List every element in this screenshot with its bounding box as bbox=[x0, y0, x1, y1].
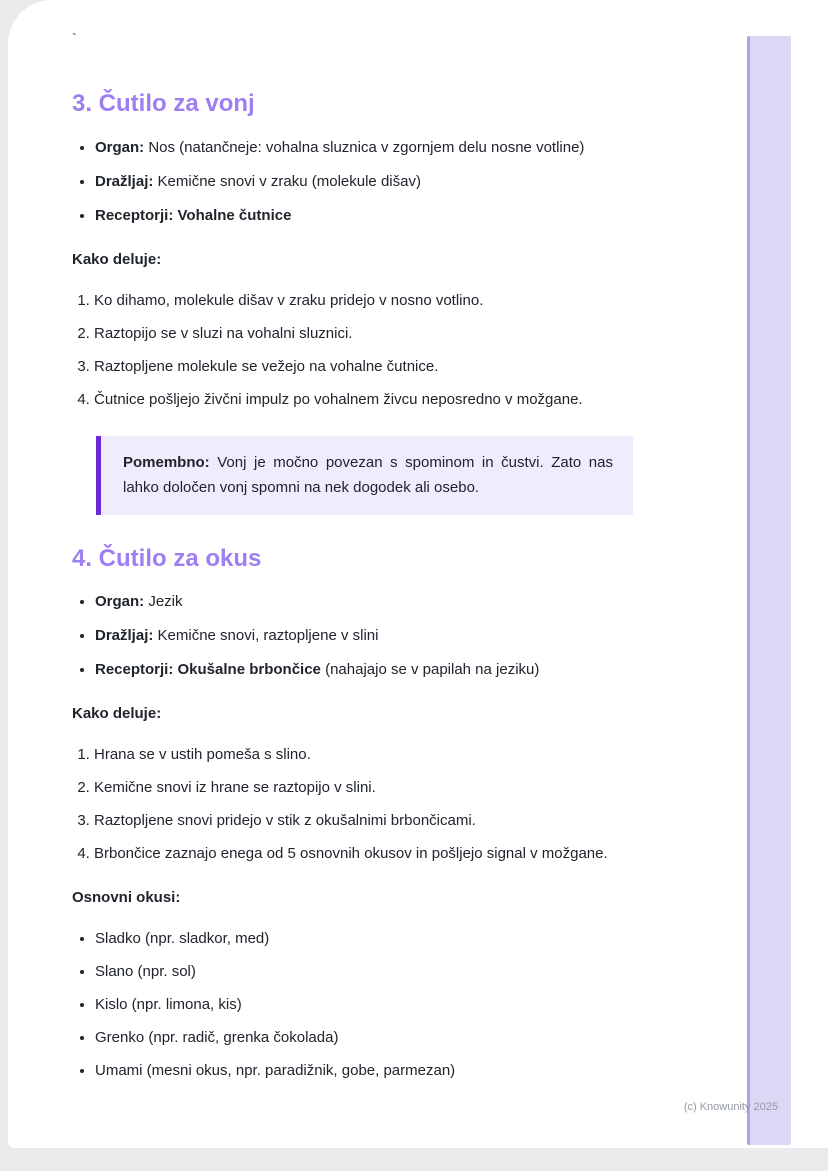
step-item bbox=[94, 323, 724, 344]
bullet-text: Jezik bbox=[144, 593, 183, 611]
step-item bbox=[94, 389, 724, 410]
list-item bbox=[95, 961, 724, 982]
taste-text: Kislo (npr. limona, kis) bbox=[95, 996, 242, 1014]
bullet-label: Organ: bbox=[95, 593, 145, 611]
vonj-steps-list bbox=[72, 290, 724, 410]
step-text: Raztopljene molekule se vežejo na vohalne čutnice. bbox=[94, 357, 439, 375]
vonj-bullet-list bbox=[72, 137, 724, 226]
kako-deluje-heading-vonj: Kako deluje: bbox=[72, 250, 162, 268]
list-item bbox=[95, 171, 724, 192]
step-item bbox=[94, 290, 724, 311]
stray-character: ` bbox=[72, 30, 77, 46]
step-text: Raztopljene snovi pridejo v stik z okušalnimi brbončicami. bbox=[94, 812, 476, 830]
okus-bullet-list bbox=[72, 591, 724, 680]
step-text: Ko dihamo, molekule dišav v zraku pridejo v nosno votlino. bbox=[94, 291, 484, 309]
list-item bbox=[95, 994, 724, 1015]
list-item bbox=[95, 1027, 724, 1048]
bullet-label: Dražljaj: bbox=[95, 627, 154, 645]
callout-pomembno bbox=[96, 436, 633, 515]
list-item bbox=[95, 1060, 724, 1081]
copyright-footer: (c) Knowunity 2025 bbox=[683, 1101, 778, 1113]
bullet-label: Dražljaj: bbox=[95, 172, 154, 190]
list-item bbox=[95, 137, 724, 158]
callout-text: Vonj je močno povezan s spominom in čustvi. Zato nas lahko določen vonj spomni na nek dogodek ali osebo. bbox=[123, 453, 613, 497]
step-item bbox=[94, 356, 724, 377]
kako-deluje-heading-okus: Kako deluje: bbox=[72, 705, 162, 723]
step-text: Kemične snovi iz hrane se raztopijo v slini. bbox=[94, 779, 376, 797]
bullet-label: Receptorji: Okušalne brbončice bbox=[95, 661, 321, 679]
taste-text: Umami (mesni okus, npr. paradižnik, gobe, parmezan) bbox=[95, 1062, 456, 1080]
step-item bbox=[94, 810, 724, 831]
bullet-text: Nos (natančneje: vohalna sluznica v zgornjem delu nosne votline) bbox=[144, 138, 585, 156]
list-item bbox=[95, 591, 724, 612]
taste-text: Slano (npr. sol) bbox=[95, 963, 196, 981]
list-item bbox=[95, 659, 724, 680]
taste-text: Sladko (npr. sladkor, med) bbox=[95, 930, 270, 948]
list-item bbox=[95, 205, 724, 226]
okus-steps-list bbox=[72, 744, 724, 864]
osnovni-okusi-heading: Osnovni okusi: bbox=[72, 889, 181, 907]
list-item bbox=[95, 625, 724, 646]
callout-label: Pomembno: bbox=[123, 453, 210, 471]
step-item bbox=[94, 843, 724, 864]
bullet-label: Organ: bbox=[95, 138, 145, 156]
tastes-list bbox=[72, 928, 724, 1081]
bullet-text: Kemične snovi v zraku (molekule dišav) bbox=[153, 172, 421, 190]
step-item bbox=[94, 777, 724, 798]
document-content bbox=[72, 90, 724, 1081]
step-text: Brbončice zaznajo enega od 5 osnovnih okusov in pošljejo signal v možgane. bbox=[94, 845, 608, 863]
bullet-text: (nahajajo se v papilah na jeziku) bbox=[320, 661, 540, 679]
bullet-text: Kemične snovi, raztopljene v slini bbox=[153, 627, 379, 645]
step-item bbox=[94, 744, 724, 765]
page-edge-strip bbox=[747, 36, 791, 1145]
step-text: Raztopijo se v sluzi na vohalni sluznici. bbox=[94, 324, 353, 342]
list-item bbox=[95, 928, 724, 949]
taste-text: Grenko (npr. radič, grenka čokolada) bbox=[95, 1029, 339, 1047]
section-heading-vonj: 3. Čutilo za vonj bbox=[72, 90, 255, 117]
bullet-label: Receptorji: Vohalne čutnice bbox=[95, 206, 292, 224]
step-text: Hrana se v ustih pomeša s slino. bbox=[94, 746, 311, 764]
section-heading-okus: 4. Čutilo za okus bbox=[72, 544, 262, 572]
step-text: Čutnice pošljejo živčni impulz po vohalnem živcu neposredno v možgane. bbox=[94, 390, 583, 408]
